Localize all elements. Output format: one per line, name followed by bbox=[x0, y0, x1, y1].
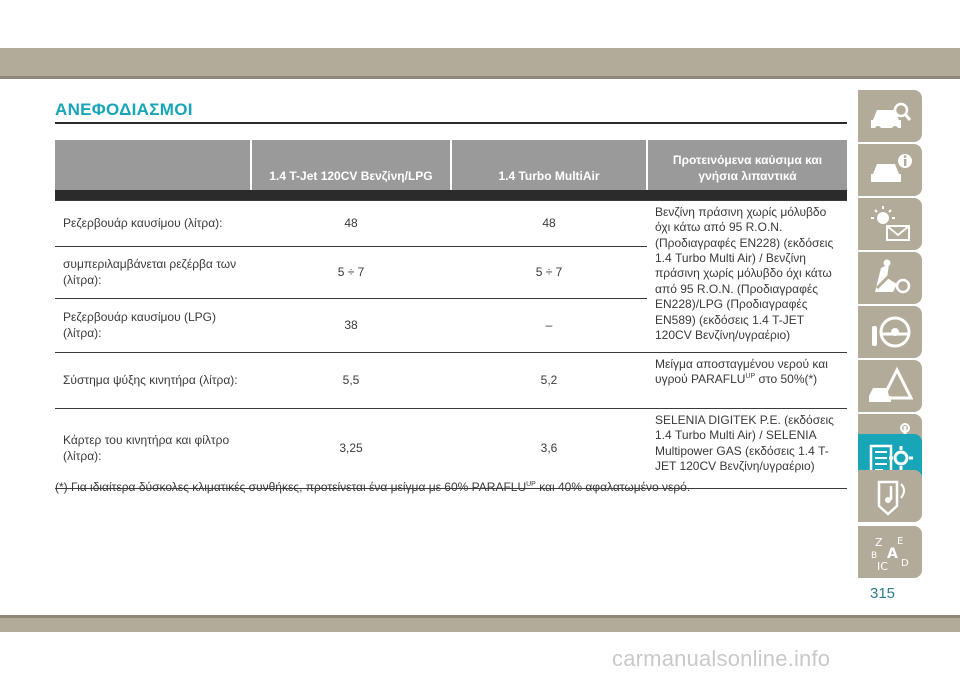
header-cell-tjet: 1.4 T-Jet 120CV Βενζίνη/LPG bbox=[251, 140, 451, 190]
row-label: Κάρτερ του κινητήρα και φίλτρο (λίτρα): bbox=[55, 409, 251, 489]
side-tab-emergency[interactable] bbox=[858, 360, 922, 412]
car-search-icon bbox=[867, 96, 913, 136]
top-header-line bbox=[0, 76, 960, 79]
svg-text:B: B bbox=[871, 551, 878, 561]
header-cell-empty bbox=[55, 140, 251, 190]
row-value-multiair: 48 bbox=[451, 201, 647, 247]
table-row bbox=[55, 409, 847, 489]
row-value-tjet: 38 bbox=[251, 299, 451, 353]
page-number: 315 bbox=[870, 585, 896, 602]
row-value-tjet: 5,5 bbox=[251, 353, 451, 409]
row-value-tjet: 3,25 bbox=[251, 409, 451, 489]
section-title: ΑΝΕΦΟΔΙΑΣΜΟΙ bbox=[55, 100, 193, 119]
bottom-band bbox=[0, 618, 960, 632]
header-cell-multiair: 1.4 Turbo MultiAir bbox=[451, 140, 647, 190]
top-margin bbox=[0, 0, 960, 48]
svg-text:A: A bbox=[887, 546, 898, 562]
roadside-warning-icon bbox=[867, 366, 913, 406]
side-tab-safety[interactable] bbox=[858, 252, 922, 304]
steering-key-icon bbox=[867, 312, 913, 352]
header-rule bbox=[55, 190, 847, 201]
coolant-superscript: UP bbox=[745, 373, 756, 381]
top-header-bar bbox=[0, 48, 960, 76]
footnote-text-b: και 40% αφαλατωμένο νερό. bbox=[539, 480, 691, 494]
side-tab-car-info[interactable] bbox=[858, 144, 922, 196]
row-label: συμπεριλαμβάνεται ρεζέρβα των (λίτρα): bbox=[55, 247, 251, 299]
row-value-multiair: 5,2 bbox=[451, 353, 647, 409]
side-tab-starting[interactable] bbox=[858, 306, 922, 358]
table-row bbox=[55, 353, 847, 409]
header-cell-recommended: Προτεινόμενα καύσιμα και γνήσια λιπαντικά bbox=[647, 140, 847, 190]
row-value-tjet: 5 ÷ 7 bbox=[251, 247, 451, 299]
title-divider bbox=[55, 122, 847, 124]
row-label: Ρεζερβουάρ καυσίμου (λίτρα): bbox=[55, 201, 251, 247]
watermark-text: carmanualsonline.info bbox=[612, 646, 831, 671]
car-info-icon bbox=[867, 150, 913, 190]
footnote-superscript: UP bbox=[526, 481, 536, 488]
svg-text:E: E bbox=[897, 536, 904, 547]
svg-text:D: D bbox=[901, 558, 909, 569]
multimedia-icon bbox=[867, 476, 913, 516]
coolant-text-a: Μείγμα αποσταγμένου νερού και υγρού PARAFLU bbox=[655, 357, 828, 387]
row-label: Ρεζερβουάρ καυσίμου (LPG) (λίτρα): bbox=[55, 299, 251, 353]
svg-text:Z: Z bbox=[875, 536, 883, 549]
row-value-multiair: 5 ÷ 7 bbox=[451, 247, 647, 299]
coolant-text-b: στο 50%(*) bbox=[758, 372, 818, 387]
side-tab-multimedia[interactable] bbox=[858, 470, 922, 522]
footnote-text-a: (*) Για ιδιαίτερα δύσκολες κλιματικές συνθήκες, προτείνεται ένα μείγμα με 60% PARAFLU bbox=[55, 480, 527, 494]
table-header-row bbox=[55, 140, 847, 190]
row-value-multiair: 3,6 bbox=[451, 409, 647, 489]
row-value-tjet: 48 bbox=[251, 201, 451, 247]
oil-recommendation: SELENIA DIGITEK P.E. (εκδόσεις 1.4 Turbo Multi Air) / SELENIA Multipower GAS (εκδόσεις 1.4 T-JET 120CV Βενζίνη/υγραέριο) bbox=[647, 409, 847, 489]
side-tab-car-search[interactable] bbox=[858, 90, 922, 142]
svg-text:IC: IC bbox=[877, 560, 888, 572]
side-tab-index[interactable] bbox=[858, 526, 922, 578]
capacities-table bbox=[55, 140, 847, 489]
coolant-recommendation bbox=[647, 353, 847, 409]
fuel-recommendation: Βενζίνη πράσινη χωρίς μόλυβδο όχι κάτω από 95 R.O.N. (Προδιαγραφές EN228) (εκδόσεις 1.4 Turbo Multi Air) / Βενζίνη πράσινη χωρίς μόλυβδο όχι κάτω από 95 R.O.N. (Προδιαγραφές EN228)/LPG (Προδιαγραφές EN589) (εκδόσεις 1.4 T-JET 120CV Βενζίνη/υγραέριο) bbox=[647, 201, 847, 353]
row-label: Σύστημα ψύξης κινητήρα (λίτρα): bbox=[55, 353, 251, 409]
warning-lights-icon bbox=[867, 204, 913, 244]
row-value-multiair: – bbox=[451, 299, 647, 353]
table-row bbox=[55, 201, 847, 247]
footnote bbox=[55, 480, 845, 494]
index-letters-icon bbox=[867, 532, 913, 572]
seatbelt-safety-icon bbox=[867, 258, 913, 298]
side-tab-warning-lights[interactable] bbox=[858, 198, 922, 250]
